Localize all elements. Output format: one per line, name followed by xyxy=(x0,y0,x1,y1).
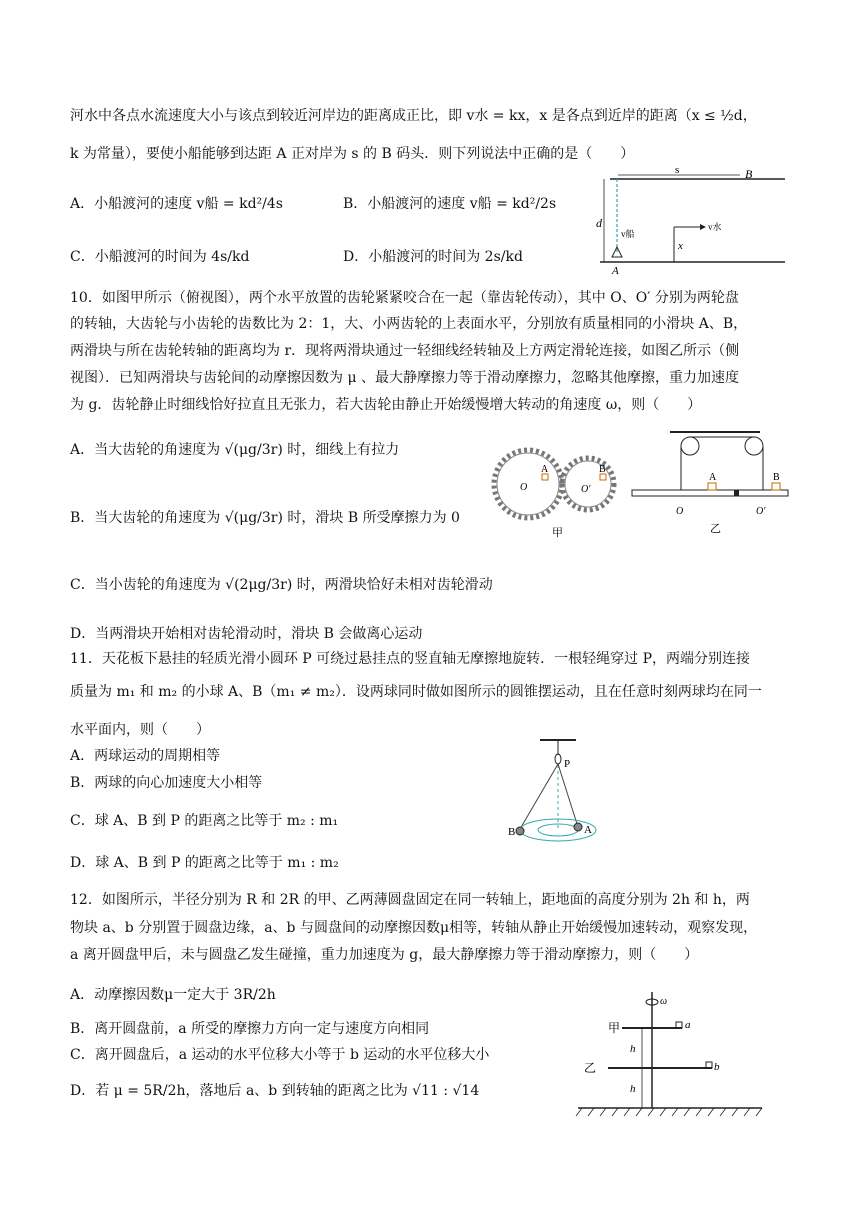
q10-stem-line3: 两滑块与所在齿轮转轴的距离均为 r．现将两滑块通过一轻细线经转轴及上方两定滑轮连接，如图乙所示（侧 xyxy=(70,343,740,359)
svg-text:B: B xyxy=(508,826,516,838)
q12-rotating-disks-figure xyxy=(572,990,772,1120)
q10-option-c: C．当小齿轮的角速度为 √(2μg/3r) 时，两滑块恰好未相对齿轮滑动 xyxy=(70,577,493,593)
q11-option-d: D．球 A、B 到 P 的距离之比等于 m₁ : m₂ xyxy=(70,855,339,871)
q10-option-a: A．当大齿轮的角速度为 √(μg/3r) 时，细线上有拉力 xyxy=(70,442,400,458)
q11-option-a: A．两球运动的周期相等 xyxy=(70,748,221,764)
svg-text:甲: 甲 xyxy=(608,1021,621,1035)
svg-text:v水: v水 xyxy=(708,222,722,232)
svg-text:s: s xyxy=(675,165,680,176)
q12-option-c: C．离开圆盘后，a 运动的水平位移大小等于 b 运动的水平位移大小 xyxy=(70,1047,490,1063)
svg-text:v船: v船 xyxy=(621,229,635,239)
svg-text:B: B xyxy=(599,464,606,475)
q12-option-b: B．离开圆盘前，a 所受的摩擦力方向一定与速度方向相同 xyxy=(70,1021,430,1037)
svg-text:B: B xyxy=(745,167,753,181)
q12-stem-line3: a 离开圆盘甲后，未与圆盘乙发生碰撞，重力加速度为 g，最大静摩擦力等于滑动摩擦力，则（ ） xyxy=(70,947,699,963)
svg-text:b: b xyxy=(714,1061,720,1073)
q11-stem-line3: 水平面内，则（ ） xyxy=(70,722,210,738)
q10-stem-line2: 的转轴，大齿轮与小齿轮的齿数比为 2：1，大、小两齿轮的上表面水平，分别放有质量相同的小滑块 A、B， xyxy=(70,316,748,332)
q9-option-d: D．小船渡河的时间为 2s/kd xyxy=(343,249,523,265)
q11-option-b: B．两球的向心加速度大小相等 xyxy=(70,775,263,791)
q10-gear-figure-jia xyxy=(486,440,628,540)
q10-option-d: D．当两滑块开始相对齿轮滑动时，滑块 B 会做离心运动 xyxy=(70,626,423,642)
q9-option-b: B．小船渡河的速度 v船 = kd²/2s xyxy=(343,196,557,212)
svg-text:A: A xyxy=(584,824,592,836)
q12-stem-line1: 12．如图所示，半径分别为 R 和 2R 的甲、乙两薄圆盘固定在同一转轴上，距地面的高度分别为 2h 和 h，两 xyxy=(70,892,750,908)
svg-text:O′: O′ xyxy=(756,506,766,517)
q9-stem-line2: k 为常量），要使小船能够到达距 A 正对岸为 s 的 B 码头．则下列说法中正确的是（ ） xyxy=(70,146,635,162)
q10-stem-line5: 为 g．齿轮静止时细线恰好拉直且无张力，若大齿轮由静止开始缓慢增大转动的角速度 ω，则（ ） xyxy=(70,397,702,413)
svg-text:h: h xyxy=(630,1083,636,1095)
svg-text:P: P xyxy=(564,758,571,770)
q10-pulley-figure-yi xyxy=(630,428,790,538)
svg-text:A: A xyxy=(612,265,619,277)
q11-stem-line2: 质量为 m₁ 和 m₂ 的小球 A、B（m₁ ≠ m₂）．设两球同时做如图所示的圆锥摆运动，且在任意时刻两球均在同一 xyxy=(70,684,762,700)
svg-text:d: d xyxy=(596,216,602,230)
q9-option-a: A．小船渡河的速度 v船 = kd²/4s xyxy=(70,196,283,212)
q11-stem-line1: 11．天花板下悬挂的轻质光滑小圆环 P 可绕过悬挂点的竖直轴无摩擦地旋转．一根轻绳穿过 P，两端分别连接 xyxy=(70,651,751,667)
svg-text:甲: 甲 xyxy=(552,527,563,539)
svg-text:A: A xyxy=(709,472,717,483)
q9-river-figure xyxy=(590,165,790,277)
q10-stem-line1: 10．如图甲所示（俯视图），两个水平放置的齿轮紧紧咬合在一起（靠齿轮传动），其中 O、O′ 分别为两轮盘 xyxy=(70,290,739,306)
q9-stem-line1: 河水中各点水流速度大小与该点到较近河岸边的距离成正比，即 v水 = kx，x 是各点到近岸的距离（x ≤ ½d， xyxy=(70,108,757,124)
q9-option-c: C．小船渡河的时间为 4s/kd xyxy=(70,249,250,265)
svg-text:O′: O′ xyxy=(581,484,591,495)
svg-text:O: O xyxy=(676,506,684,517)
svg-text:乙: 乙 xyxy=(710,523,721,535)
svg-text:h: h xyxy=(630,1043,636,1055)
svg-text:O: O xyxy=(520,482,528,493)
q12-stem-line2: 物块 a、b 分别置于圆盘边缘，a、b 与圆盘间的动摩擦因数μ相等，转轴从静止开始缓慢加速转动，观察发现， xyxy=(70,920,758,936)
q11-option-c: C．球 A、B 到 P 的距离之比等于 m₂ : m₁ xyxy=(70,813,339,829)
q12-option-d: D．若 μ = 5R/2h，落地后 a、b 到转轴的距离之比为 √11 : √14 xyxy=(70,1083,480,1099)
svg-text:x: x xyxy=(678,240,683,252)
q11-conical-pendulum-figure xyxy=(500,735,620,845)
svg-text:a: a xyxy=(685,1019,691,1031)
q12-option-a: A．动摩擦因数μ一定大于 3R/2h xyxy=(70,987,276,1003)
q10-stem-line4: 视图）．已知两滑块与齿轮间的动摩擦因数为 μ 、最大静摩擦力等于滑动摩擦力，忽略其他摩擦，重力加速度 xyxy=(70,370,739,386)
svg-text:A: A xyxy=(541,464,549,475)
svg-text:B: B xyxy=(773,472,780,483)
svg-text:ω: ω xyxy=(660,996,668,1007)
q10-option-b: B．当大齿轮的角速度为 √(μg/3r) 时，滑块 B 所受摩擦力为 0 xyxy=(70,510,460,526)
svg-text:乙: 乙 xyxy=(584,1061,597,1075)
